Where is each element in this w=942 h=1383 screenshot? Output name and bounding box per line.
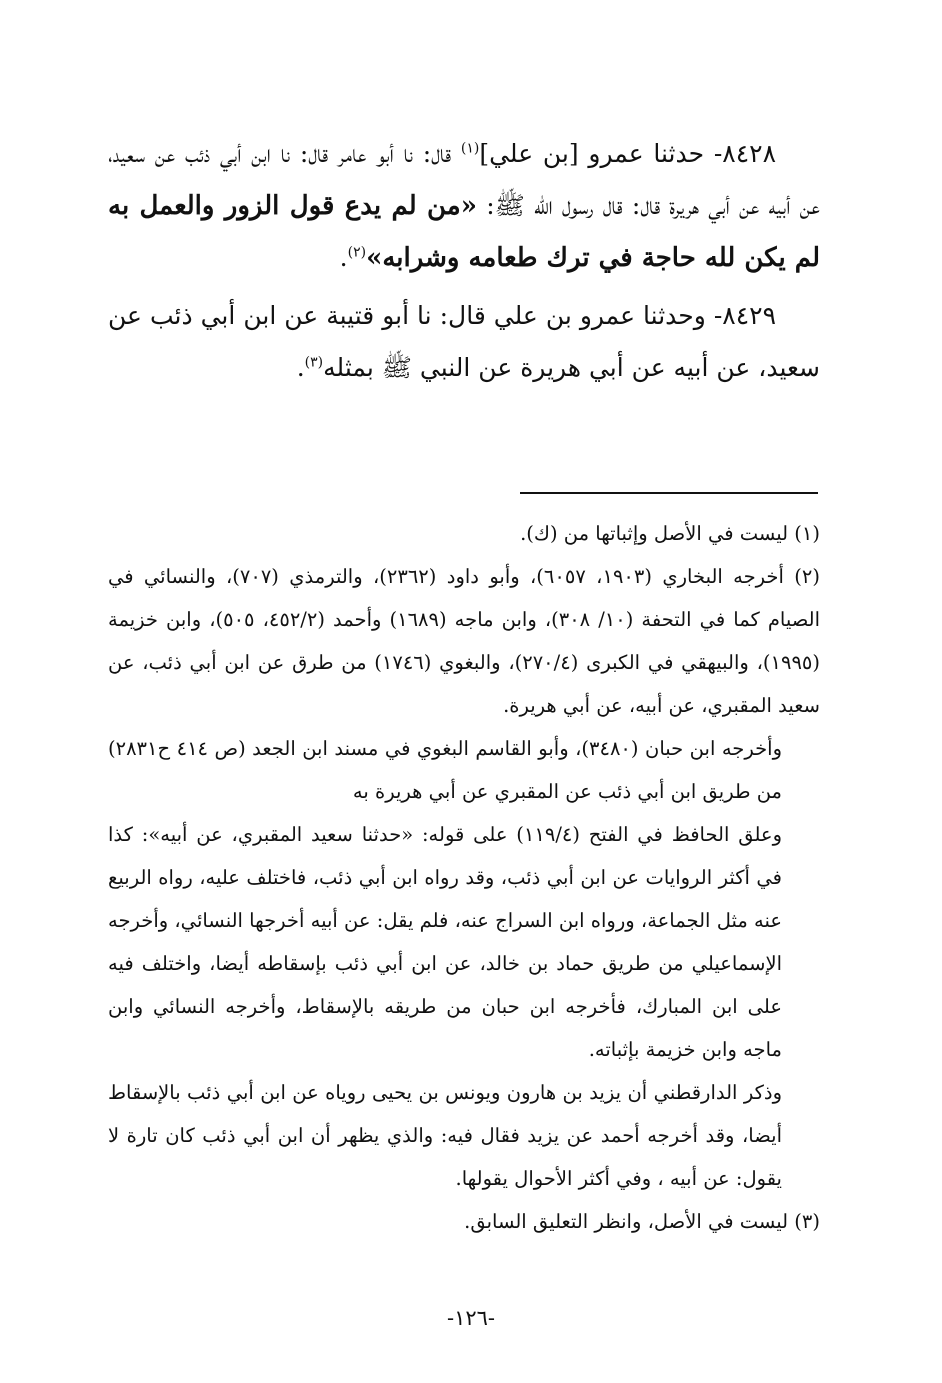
main-text (108, 128, 820, 400)
footnote-2-paragraph-3: وعلق الحافظ في الفتح (١١٩/٤) على قوله: «حدثنا سعيد المقبري، عن أبيه»: كذا في أكثر الروايات عن ابن أبي ذئب، وقد رواه ابن أبي ذئب، فاختلف عليه، رواه الربيع عنه مثل الجماعة، ورواه ابن السراج عنه، فلم يقل: عن أبيه أخرجها النسائي، وأخرجه الإسماعيلي من طريق حماد بن خالد، عن ابن أبي ذئب بإسقاطه أيضا، واختلف فيه على ابن المبارك، فأخرجه ابن حبان من طريقه بالإسقاط، وأخرجه النسائي وابن ماجه وابن خزيمة بإثباته. (108, 823, 782, 1061)
page-number: -١٢٦- (446, 1306, 496, 1330)
footnote-1: (١) ليست في الأصل وإثباتها من (ك). (520, 522, 820, 545)
footnote-ref-2: (٢) (347, 244, 367, 261)
footnote-2-paragraph-4: وذكر الدارقطني أن يزيد بن هارون ويونس بن يحيى روياه عن ابن أبي ذئب بالإسقاط أيضا، وقد أخرجه أحمد عن يزيد فقال فيه: والذي يظهر أن ابن أبي ذئب كان تارة لا يقول: عن أبيه ، وفي أكثر الأحوال يقولها. (108, 1081, 782, 1190)
hadith-8428-intro: ٨٤٢٨- حدثنا عمرو [بن علي] (479, 139, 776, 168)
footnote-ref-1: (١) (460, 140, 480, 157)
footnote-2: (٢) أخرجه البخاري (١٩٠٣، ٦٠٥٧)، وأبو داود (٢٣٦٢)، والترمذي (٧٠٧)، والنسائي في الصيام كما في التحفة (١٠/ ٣٠٨)، وابن ماجه (١٦٨٩) وأحمد (٤٥٢/٢، ٥٠٥)، وابن خزيمة (١٩٩٥)، والبيهقي في الكبرى (٢٧٠/٤)، والبغوي (١٧٤٦) من طرق عن ابن أبي ذئب، عن سعيد المقبري، عن أبيه، عن أبي هريرة. (108, 565, 821, 717)
footnote-3: (٣) ليست في الأصل، وانظر التعليق السابق. (464, 1210, 820, 1233)
hadith-8428 (108, 128, 820, 284)
hadith-8429 (108, 290, 820, 394)
hadith-8428-chain: قال: نا أبو عامر قال: نا ابن أبي ذئب عن سعيد، عن أبيه عن أبي هريرة قال: قال رسول الله ﷺ: (108, 139, 820, 220)
footnote-2-paragraph-2: وأخرجه ابن حبان (٣٤٨٠)، وأبو القاسم البغوي في مسند ابن الجعد (ص ٤١٤ ح٢٨٣١) من طريق ابن أبي ذئب عن المقبري عن أبي هريرة به (108, 737, 783, 803)
hadith-8428-matn: «من لم يدع قول الزور والعمل به لم يكن لله حاجة في ترك طعامه وشرابه» (108, 191, 820, 273)
footnote-separator (520, 492, 818, 494)
hadith-8429-text: ٨٤٢٩- وحدثنا عمرو بن علي قال: نا أبو قتيبة عن ابن أبي ذئب عن سعيد، عن أبيه عن أبي هريرة عن النبي ﷺ بمثله (108, 301, 820, 382)
hadith-8428-end: . (339, 243, 348, 272)
footnote-ref-3: (٣) (304, 354, 324, 371)
hadith-8429-end: . (296, 353, 305, 382)
footnotes (108, 512, 820, 1243)
